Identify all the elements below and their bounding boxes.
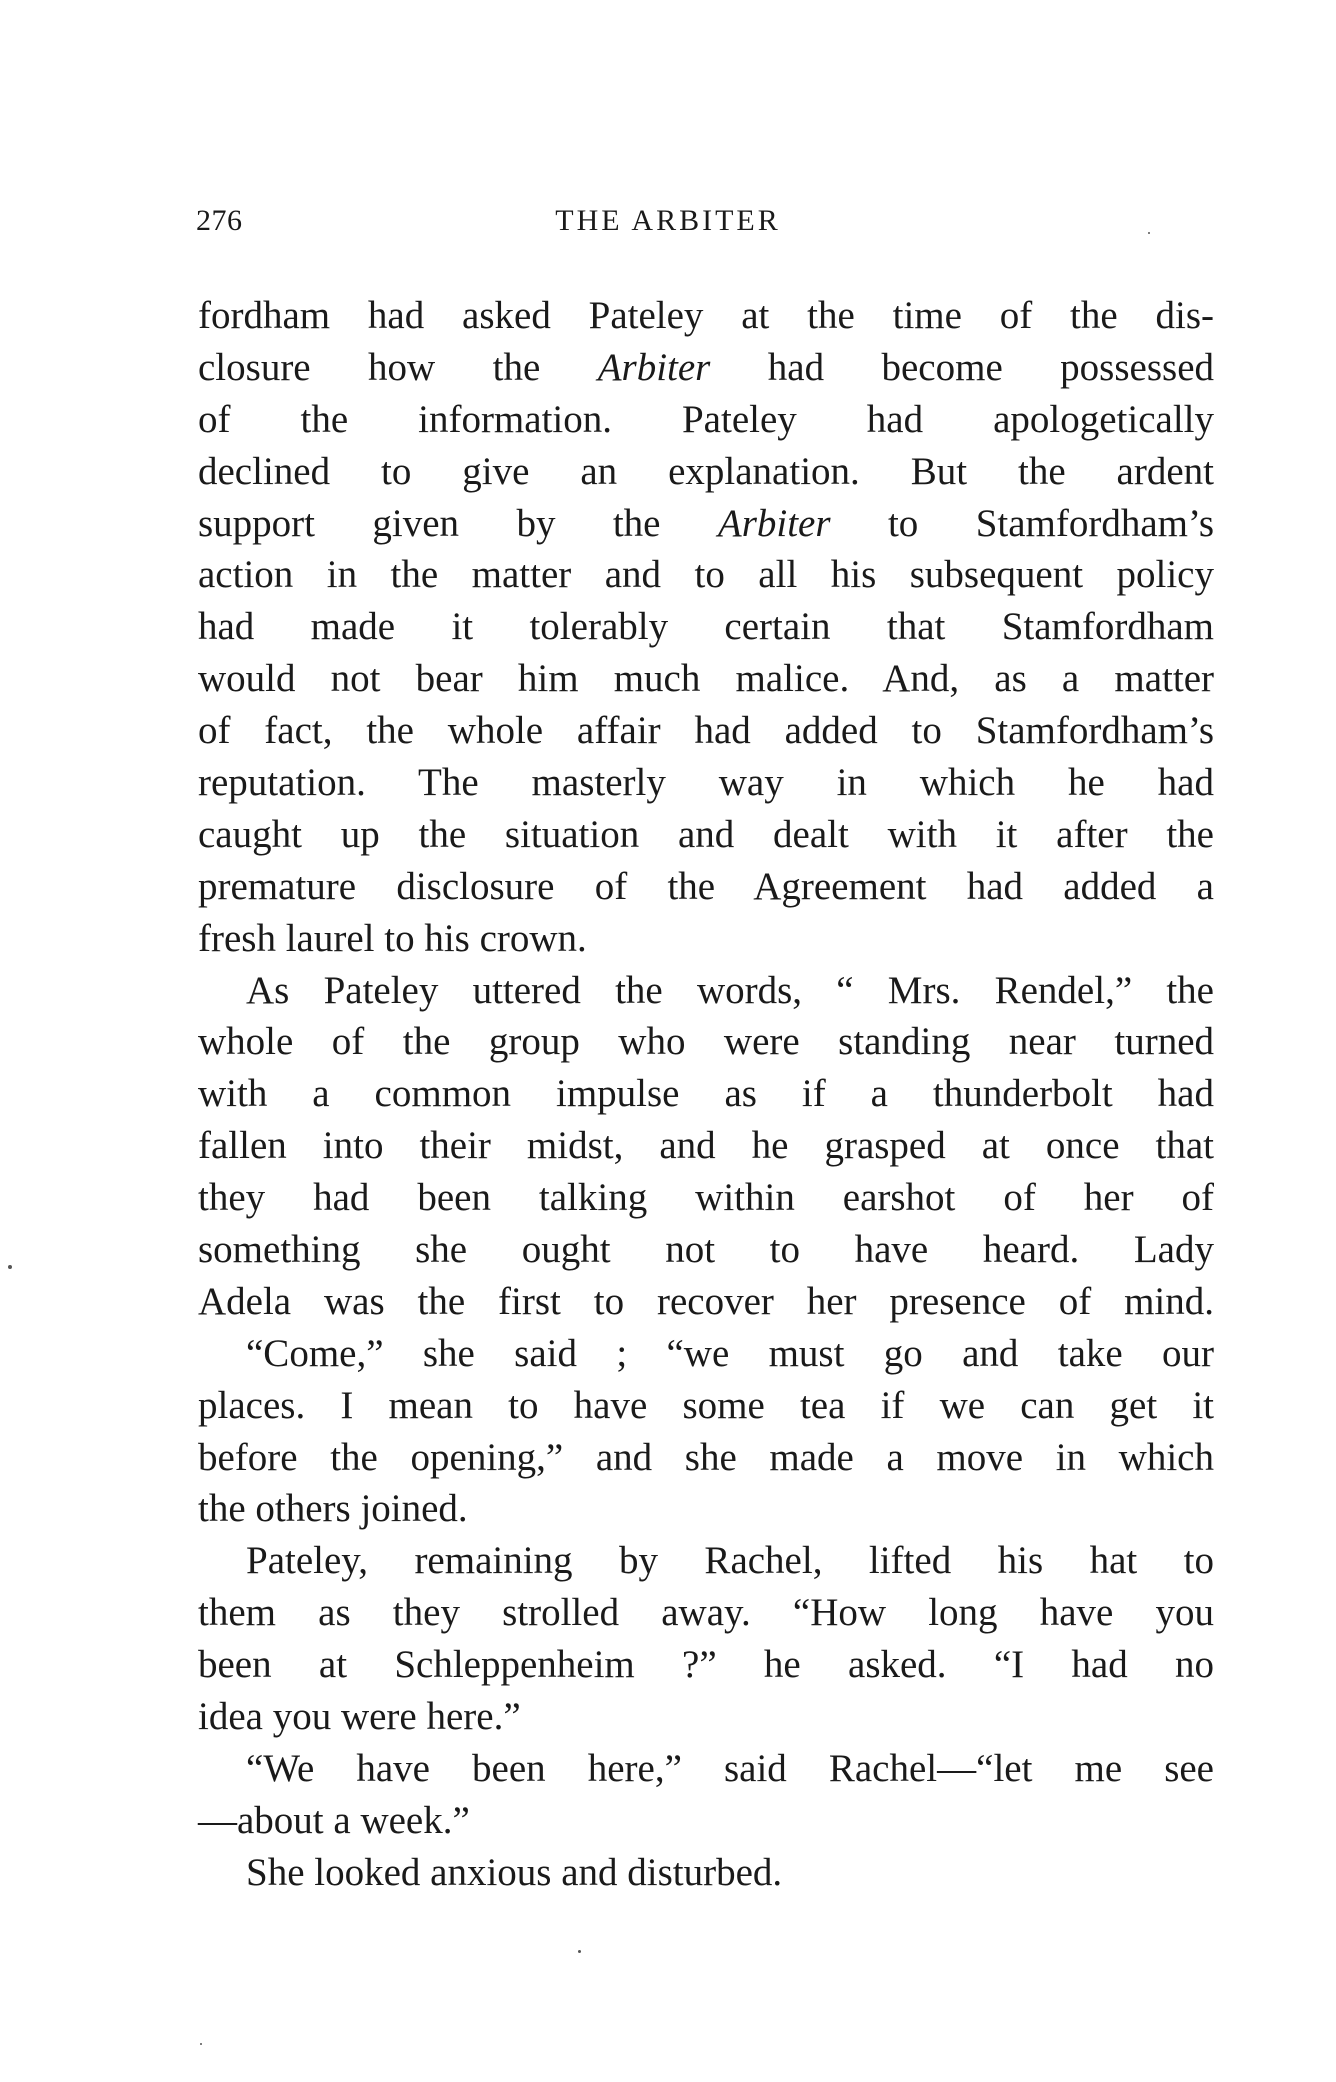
text-line — [198, 1691, 1214, 1743]
text-segment: with a common impulse as if a thunderbolt had — [198, 1072, 1214, 1116]
text-line — [198, 549, 1214, 601]
running-title: THE ARBITER — [555, 204, 781, 237]
text-segment: “Come,” she said ; “we must go and take our — [246, 1331, 1214, 1375]
text-line — [198, 1328, 1214, 1380]
text-line — [198, 498, 1214, 550]
text-line — [198, 1795, 1214, 1847]
text-segment: fordham had asked Pateley at the time of the dis- — [198, 294, 1214, 337]
text-segment: Adela was the first to recover her presence of mind. — [198, 1279, 1214, 1323]
text-line — [198, 1847, 1214, 1899]
text-segment: had become possessed — [710, 345, 1215, 389]
text-line — [198, 394, 1214, 446]
text-line — [198, 1380, 1214, 1432]
text-segment: closure how the — [198, 345, 598, 389]
text-segment: of fact, the whole affair had added to Stamfordham’s — [198, 709, 1214, 753]
text-segment: had made it tolerably certain that Stamfordham — [198, 605, 1214, 649]
text-segment: She looked anxious and disturbed. — [246, 1850, 783, 1894]
text-segment: —about a week.” — [198, 1798, 470, 1842]
text-line — [198, 757, 1214, 809]
text-line — [198, 1587, 1214, 1639]
text-segment: fresh laurel to his crown. — [198, 916, 587, 960]
page-speck — [200, 2043, 202, 2045]
text-line — [198, 1483, 1214, 1535]
text-segment: “We have been here,” said Rachel—“let me see — [246, 1746, 1214, 1790]
italic-title: Arbiter — [717, 501, 831, 545]
text-segment: premature disclosure of the Agreement had added a — [198, 864, 1214, 908]
text-segment: reputation. The masterly way in which he had — [198, 761, 1214, 805]
text-segment: before the opening,” and she made a move in which — [198, 1435, 1214, 1479]
text-segment: places. I mean to have some tea if we can get it — [198, 1383, 1214, 1427]
text-segment: whole of the group who were standing near turned — [198, 1020, 1214, 1064]
text-line — [198, 913, 1214, 965]
text-line — [198, 1120, 1214, 1172]
text-segment: something she ought not to have heard. Lady — [198, 1228, 1214, 1272]
text-segment: fallen into their midst, and he grasped at once that — [198, 1124, 1214, 1168]
text-line — [198, 1276, 1214, 1328]
text-line — [198, 1535, 1214, 1587]
text-segment: declined to give an explanation. But the ardent — [198, 449, 1214, 493]
text-segment: them as they strolled away. “How long have you — [198, 1591, 1214, 1635]
text-segment: would not bear him much malice. And, as a matter — [198, 657, 1214, 701]
text-line — [198, 1432, 1214, 1484]
text-line — [198, 1743, 1214, 1795]
italic-title: Arbiter — [597, 345, 711, 389]
body-text — [198, 290, 1214, 1899]
text-segment: caught up the situation and dealt with it after the — [198, 812, 1214, 856]
text-line — [198, 1172, 1214, 1224]
text-segment: idea you were here.” — [198, 1695, 521, 1739]
page-number: 276 — [196, 204, 243, 237]
text-line — [198, 705, 1214, 757]
page-speck — [8, 1265, 12, 1269]
text-segment: support given by the — [198, 501, 718, 545]
text-segment: the others joined. — [198, 1487, 468, 1531]
text-segment: Pateley, remaining by Rachel, lifted his hat to — [246, 1539, 1214, 1583]
text-line — [198, 1016, 1214, 1068]
text-line — [198, 1224, 1214, 1276]
text-segment: action in the matter and to all his subsequent policy — [198, 553, 1214, 597]
text-line — [198, 861, 1214, 913]
text-line — [198, 809, 1214, 861]
text-segment: they had been talking within earshot of her of — [198, 1176, 1214, 1220]
text-line — [198, 446, 1214, 498]
text-segment: of the information. Pateley had apologetically — [198, 397, 1214, 441]
text-line — [198, 965, 1214, 1017]
page-speck — [578, 1950, 581, 1953]
text-line — [198, 601, 1214, 653]
text-segment: As Pateley uttered the words, “ Mrs. Rendel,” the — [246, 968, 1214, 1012]
page-speck — [1148, 232, 1150, 234]
text-segment: been at Schleppenheim ?” he asked. “I had no — [198, 1643, 1214, 1687]
text-line — [198, 290, 1214, 342]
text-segment: to Stamfordham’s — [830, 501, 1214, 545]
text-line — [198, 1639, 1214, 1691]
text-line — [198, 653, 1214, 705]
text-line — [198, 342, 1214, 394]
text-line — [198, 1068, 1214, 1120]
